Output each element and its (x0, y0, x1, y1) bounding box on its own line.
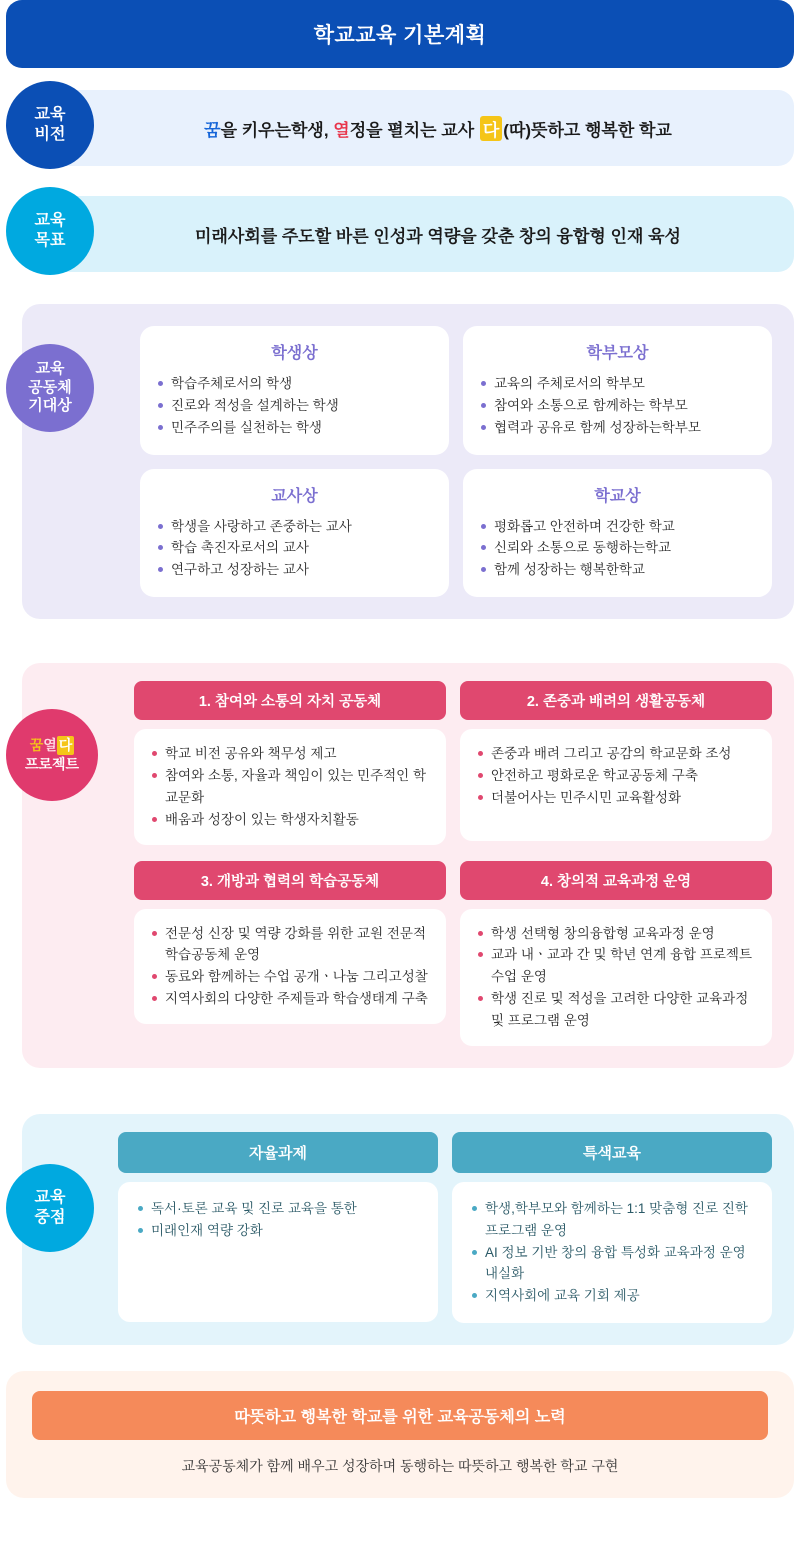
community-card-parent (463, 326, 772, 455)
list-item: 학생 진로 및 적성을 고려한 다양한 교육과정 및 프로그램 운영 (476, 988, 756, 1032)
list-item: 동료와 함께하는 수업 공개ㆍ나눔 그리고성찰 (150, 966, 430, 988)
focus-card-special (452, 1132, 772, 1323)
community-card-row-1 (140, 326, 772, 455)
badge-project-line1 (30, 736, 75, 755)
community-band (22, 304, 794, 619)
footer-note: 교육공동체가 함께 배우고 성장하며 동행하는 따뜻하고 행복한 학교 구현 (181, 1458, 619, 1475)
community-card-title: 학교상 (594, 487, 641, 505)
community-card-list (156, 516, 433, 582)
community-card-title: 학부모상 (586, 345, 649, 362)
badge-focus-line2: 중점 (34, 1208, 66, 1226)
list-item: 학생,학부모와 함께하는 1:1 맞춤형 진로 진학 프로그램 운영 (470, 1198, 754, 1242)
community-card-teacher (140, 469, 449, 598)
focus-card-header: 자율과제 (118, 1132, 438, 1173)
spacer (134, 845, 772, 861)
project-card-body (460, 909, 772, 1046)
vision-text (144, 116, 672, 141)
community-card-list (156, 373, 433, 439)
badge-vision (6, 81, 94, 169)
project-card-4 (460, 861, 772, 1046)
list-item: 연구하고 성장하는 교사 (156, 559, 433, 581)
spacer (140, 455, 772, 469)
badge-project-kw-passion: 열 (43, 737, 57, 754)
project-section (0, 663, 800, 1068)
badge-project-kw-da: 다 (58, 737, 73, 754)
project-card-header: 4. 창의적 교육과정 운영 (460, 861, 772, 900)
project-card-header: 2. 존중과 배려의 생활공동체 (460, 681, 772, 720)
list-item: AI 정보 기반 창의 융합 특성화 교육과정 운영 내실화 (470, 1242, 754, 1286)
badge-project-line2: 프로젝트 (24, 756, 80, 773)
list-item: 더불어사는 민주시민 교육활성화 (476, 787, 756, 809)
list-item: 진로와 적성을 설계하는 학생 (156, 395, 433, 417)
list-item: 참여와 소통, 자율과 책임이 있는 민주적인 학교문화 (150, 765, 430, 809)
community-card-list (479, 373, 756, 439)
focus-card-list (470, 1198, 754, 1307)
badge-community-line1: 교육 (35, 359, 65, 377)
vision-keyword-dream: 꿈 (204, 120, 221, 140)
badge-community-line2: 공동체 (28, 378, 72, 396)
project-card-2 (460, 681, 772, 844)
list-item: 지역사회의 다양한 주제들과 학습생태계 구축 (150, 988, 430, 1010)
list-item: 평화롭고 안전하며 건강한 학교 (479, 516, 756, 538)
list-item: 학교 비전 공유와 책무성 제고 (150, 743, 430, 765)
focus-card-list (136, 1198, 420, 1242)
project-card-3 (134, 861, 446, 1046)
vision-text-part4: 정을 펼치는 교사 (349, 120, 479, 140)
vision-keyword-da: 다 (480, 116, 502, 141)
focus-row (118, 1132, 772, 1323)
footer-banner: 따뜻하고 행복한 학교를 위한 교육공동체의 노력 (32, 1391, 768, 1440)
vision-text-part6: (따)뜻하고 행복한 학교 (503, 120, 672, 140)
list-item: 교육의 주체로서의 학부모 (479, 373, 756, 395)
goal-band (22, 196, 794, 272)
vision-section (0, 90, 800, 166)
list-item: 협력과 공유로 함께 성장하는학부모 (479, 417, 756, 439)
community-card-row-2 (140, 469, 772, 598)
badge-community-line3: 기대상 (28, 397, 72, 415)
footer-section (6, 1371, 794, 1498)
community-card-title: 학생상 (271, 345, 318, 362)
badge-vision-line2: 비전 (34, 126, 66, 143)
focus-band (22, 1114, 794, 1345)
project-band (22, 663, 794, 1068)
project-card-body (460, 729, 772, 841)
badge-goal (6, 187, 94, 275)
page-title: 학교교육 기본계획 (313, 24, 487, 47)
project-card-list (476, 923, 756, 1032)
project-card-1 (134, 681, 446, 844)
list-item: 신뢰와 소통으로 동행하는학교 (479, 537, 756, 559)
project-card-body (134, 909, 446, 1024)
project-row-2 (134, 861, 772, 1046)
list-item: 함께 성장하는 행복한학교 (479, 559, 756, 581)
list-item: 학생을 사랑하고 존중하는 교사 (156, 516, 433, 538)
project-card-header: 3. 개방과 협력의 학습공동체 (134, 861, 446, 900)
focus-card-autonomous (118, 1132, 438, 1323)
community-card-school (463, 469, 772, 598)
list-item: 독서·토론 교육 및 진로 교육을 통한 (136, 1198, 420, 1220)
project-card-body (134, 729, 446, 844)
list-item: 민주주의를 실천하는 학생 (156, 417, 433, 439)
list-item: 지역사회에 교육 기회 제공 (470, 1285, 754, 1307)
badge-project (6, 709, 98, 801)
badge-community (6, 344, 94, 432)
badge-focus-line1: 교육 (34, 1188, 66, 1206)
community-section (0, 304, 800, 619)
list-item: 존중과 배려 그리고 공감의 학교문화 조성 (476, 743, 756, 765)
community-card-student (140, 326, 449, 455)
list-item: 안전하고 평화로운 학교공동체 구축 (476, 765, 756, 787)
badge-goal-line2: 목표 (34, 232, 66, 249)
project-row-1 (134, 681, 772, 844)
goal-section (0, 196, 800, 272)
goal-text: 미래사회를 주도할 바른 인성과 역량을 갖춘 창의 융합형 인재 육성 (195, 226, 681, 246)
vision-keyword-passion: 열 (333, 120, 350, 140)
badge-focus (6, 1164, 94, 1252)
community-card-title: 교사상 (271, 487, 318, 505)
project-card-header: 1. 참여와 소통의 자치 공동체 (134, 681, 446, 720)
focus-card-body (118, 1182, 438, 1322)
list-item: 학습 촉진자로서의 교사 (156, 537, 433, 559)
list-item: 전문성 신장 및 역량 강화를 위한 교원 전문적 학습공동체 운영 (150, 923, 430, 967)
badge-vision-line1: 교육 (34, 106, 66, 123)
list-item: 미래인재 역량 강화 (136, 1220, 420, 1242)
list-item: 배움과 성장이 있는 학생자치활동 (150, 809, 430, 831)
list-item: 학습주체로서의 학생 (156, 373, 433, 395)
list-item: 참여와 소통으로 함께하는 학부모 (479, 395, 756, 417)
focus-card-body (452, 1182, 772, 1323)
vision-band (22, 90, 794, 166)
page-title-banner (6, 0, 794, 68)
community-card-list (479, 516, 756, 582)
project-card-list (150, 923, 430, 1010)
list-item: 학생 선택형 창의융합형 교육과정 운영 (476, 923, 756, 945)
focus-card-header: 특색교육 (452, 1132, 772, 1173)
vision-text-part2: 을 키우는학생, (220, 120, 334, 140)
list-item: 교과 내ㆍ교과 간 및 학년 연계 융합 프로젝트 수업 운영 (476, 944, 756, 988)
badge-project-kw-dream: 꿈 (29, 737, 44, 754)
badge-goal-line1: 교육 (34, 212, 66, 229)
focus-section (0, 1114, 800, 1345)
project-card-list (150, 743, 430, 830)
project-card-list (476, 743, 756, 809)
